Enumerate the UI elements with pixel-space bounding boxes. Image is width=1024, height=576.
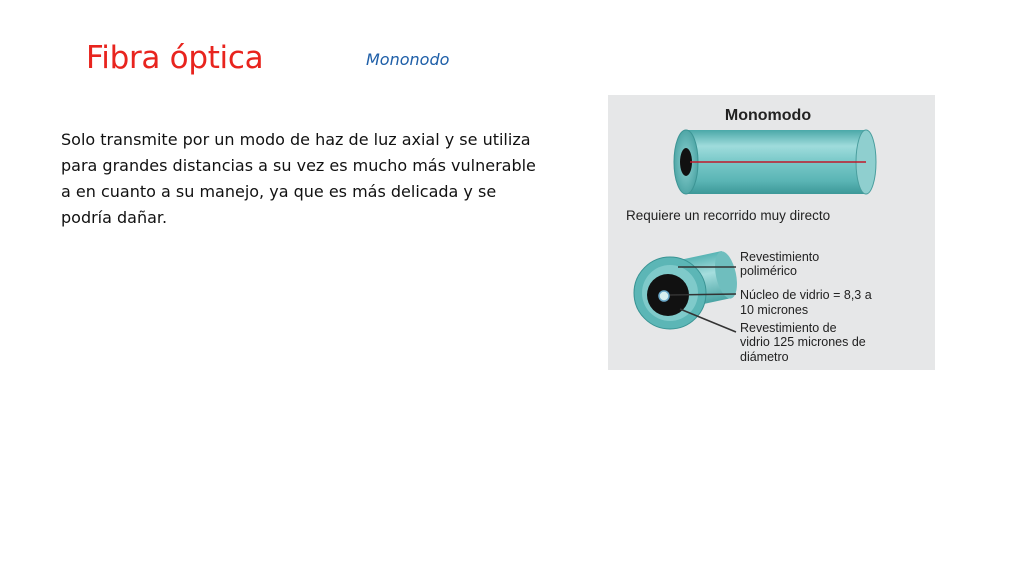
coating-label-line2: polimérico xyxy=(740,264,797,278)
cladding-label-line1: Revestimiento de xyxy=(740,321,837,335)
fiber-cross-section-illustration xyxy=(634,249,741,329)
core-label-line1: Núcleo de vidrio = 8,3 a xyxy=(740,288,872,302)
cladding-label-line2: vidrio 125 micrones de xyxy=(740,335,866,349)
figure-caption: Requiere un recorrido muy directo xyxy=(626,208,831,223)
core-label-line2: 10 micrones xyxy=(740,303,809,317)
slide-subtitle: Mononodo xyxy=(366,50,450,69)
coating-label xyxy=(740,250,823,278)
body-paragraph: Solo transmite por un modo de haz de luz axial y se utiliza para grandes distancias a su vez es mucho más vulnerable a en cuanto a su manejo, ya que es más delicada y se podría dañar. xyxy=(61,130,536,227)
coating-label-line1: Revestimiento xyxy=(740,250,820,264)
figure-heading: Monomodo xyxy=(724,107,812,124)
cladding-label xyxy=(740,321,869,364)
core-leader-line xyxy=(670,294,736,295)
single-mode-fiber-figure xyxy=(608,95,935,370)
fiber-diagram xyxy=(608,95,935,370)
cladding-label-line3: diámetro xyxy=(740,350,789,364)
fiber-tube-illustration xyxy=(674,130,876,194)
slide-title: Fibra óptica xyxy=(86,40,264,76)
core-label xyxy=(740,288,875,317)
